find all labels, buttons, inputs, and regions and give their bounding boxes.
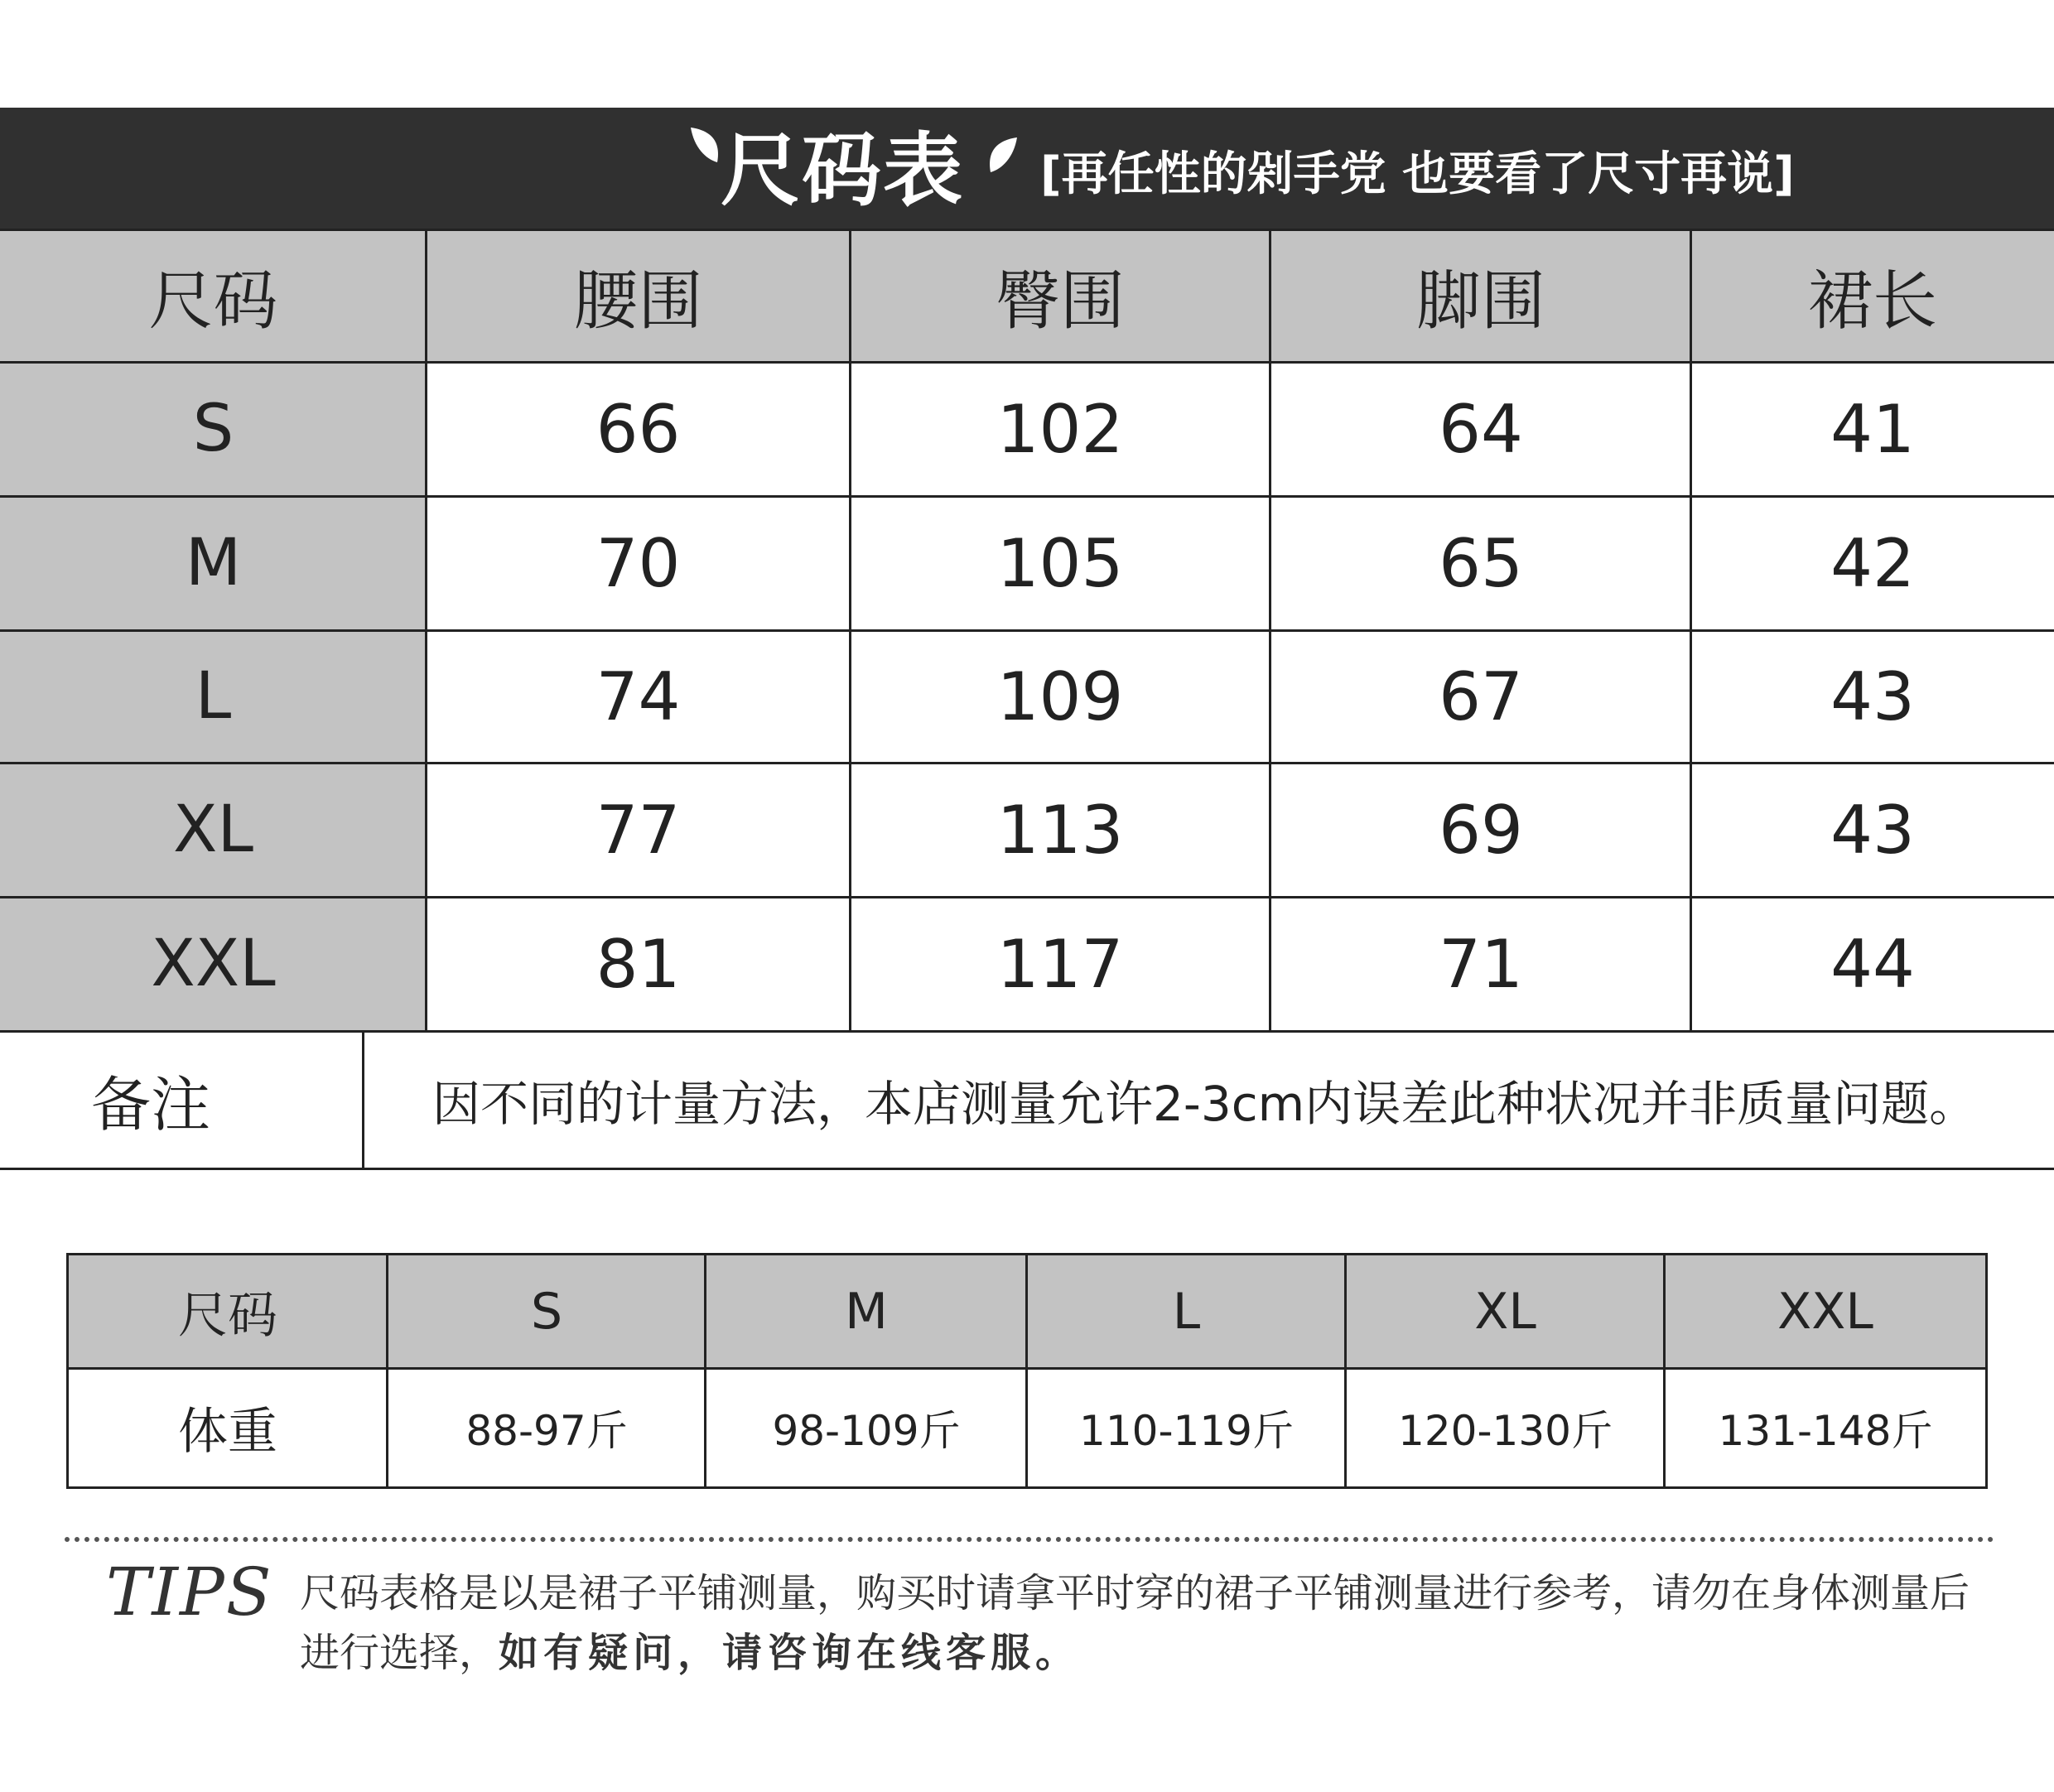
title-banner xyxy=(0,108,2054,229)
table-cell: 44 xyxy=(1691,897,2054,1031)
weight-value: 120-130斤 xyxy=(1398,1407,1613,1455)
table-cell: 41 xyxy=(1691,362,2054,496)
grid-line xyxy=(0,1030,2054,1033)
weight-header-size: 尺码 xyxy=(68,1255,388,1368)
size-cell-l: L xyxy=(0,630,427,763)
table-cell: 105 xyxy=(850,496,1270,630)
weight-header-xxl: XXL xyxy=(1665,1255,1986,1368)
weight-cell xyxy=(1027,1368,1346,1487)
grid-line xyxy=(0,1168,2054,1170)
table-cell: 77 xyxy=(427,763,850,897)
weight-value: 110-119斤 xyxy=(1079,1407,1294,1455)
header-size: 尺码 xyxy=(0,229,427,362)
note-text: 因不同的计量方法，本店测量允许2-3cm内误差此种状况并非质量问题。 xyxy=(432,1031,2054,1168)
table-cell: 117 xyxy=(850,897,1270,1031)
grid-line xyxy=(386,1253,388,1489)
table-cell: 74 xyxy=(427,630,850,763)
grid-line xyxy=(1025,1253,1028,1489)
table-cell: 109 xyxy=(850,630,1270,763)
grid-line xyxy=(1690,229,1692,1031)
grid-line xyxy=(0,361,2054,364)
table-cell: 67 xyxy=(1270,630,1691,763)
table-cell: 71 xyxy=(1270,897,1691,1031)
table-cell: 113 xyxy=(850,763,1270,897)
table-cell: 66 xyxy=(427,362,850,496)
header-length: 裙长 xyxy=(1691,229,2054,362)
grid-line xyxy=(66,1253,69,1489)
grid-line xyxy=(0,229,2054,231)
table-cell: 64 xyxy=(1270,362,1691,496)
tips-heading: TIPS xyxy=(106,1554,273,1631)
table-cell: 102 xyxy=(850,362,1270,496)
grid-line xyxy=(0,629,2054,632)
page-subtitle: [再任性的剁手党 也要看了尺寸再说] xyxy=(1040,147,1795,201)
leaf-left-icon xyxy=(689,126,722,164)
weight-cell xyxy=(388,1368,706,1487)
tips-body: 尺码表格是以是裙子平铺测量，购买时请拿平时穿的裙子平铺测量进行参考，请勿在身体测量后进行选择， xyxy=(300,1570,1970,1676)
size-cell-xl: XL xyxy=(0,763,427,897)
table-cell: 70 xyxy=(427,496,850,630)
table-cell: 43 xyxy=(1691,630,2054,763)
weight-row-label: 体重 xyxy=(68,1368,388,1487)
page-title: 尺码表 xyxy=(721,124,964,217)
tips-contact: 如有疑问，请咨询在线客服。 xyxy=(499,1630,1081,1676)
header-hip: 臀围 xyxy=(850,229,1270,362)
grid-line xyxy=(1269,229,1271,1031)
weight-value: 98-109斤 xyxy=(772,1407,961,1455)
grid-line xyxy=(425,229,427,1031)
weight-value: 131-148斤 xyxy=(1718,1407,1933,1455)
table-cell: 43 xyxy=(1691,763,2054,897)
weight-header-l: L xyxy=(1027,1255,1346,1368)
grid-line xyxy=(1344,1253,1347,1489)
leaf-right-icon xyxy=(986,136,1019,174)
grid-line xyxy=(704,1253,706,1489)
tips-text xyxy=(300,1563,1973,1683)
table-cell: 42 xyxy=(1691,496,2054,630)
grid-line xyxy=(1663,1253,1666,1489)
header-hem: 脚围 xyxy=(1270,229,1691,362)
weight-header-s: S xyxy=(388,1255,706,1368)
header-waist: 腰围 xyxy=(427,229,850,362)
table-cell: 81 xyxy=(427,897,850,1031)
weight-header-m: M xyxy=(706,1255,1027,1368)
dotted-divider xyxy=(65,1537,1994,1542)
weight-cell xyxy=(706,1368,1027,1487)
size-cell-s: S xyxy=(0,362,427,496)
weight-cell xyxy=(1665,1368,1986,1487)
weight-value: 88-97斤 xyxy=(465,1407,628,1455)
table-cell: 65 xyxy=(1270,496,1691,630)
grid-line xyxy=(1985,1253,1988,1489)
note-label: 备注 xyxy=(0,1031,363,1168)
table-cell: 69 xyxy=(1270,763,1691,897)
grid-line xyxy=(0,762,2054,764)
weight-cell xyxy=(1346,1368,1665,1487)
weight-header-xl: XL xyxy=(1346,1255,1665,1368)
grid-line xyxy=(849,229,851,1031)
grid-line xyxy=(0,495,2054,498)
grid-line xyxy=(362,1031,364,1168)
size-cell-m: M xyxy=(0,496,427,630)
grid-line xyxy=(0,896,2054,898)
size-cell-xxl: XXL xyxy=(0,897,427,1031)
